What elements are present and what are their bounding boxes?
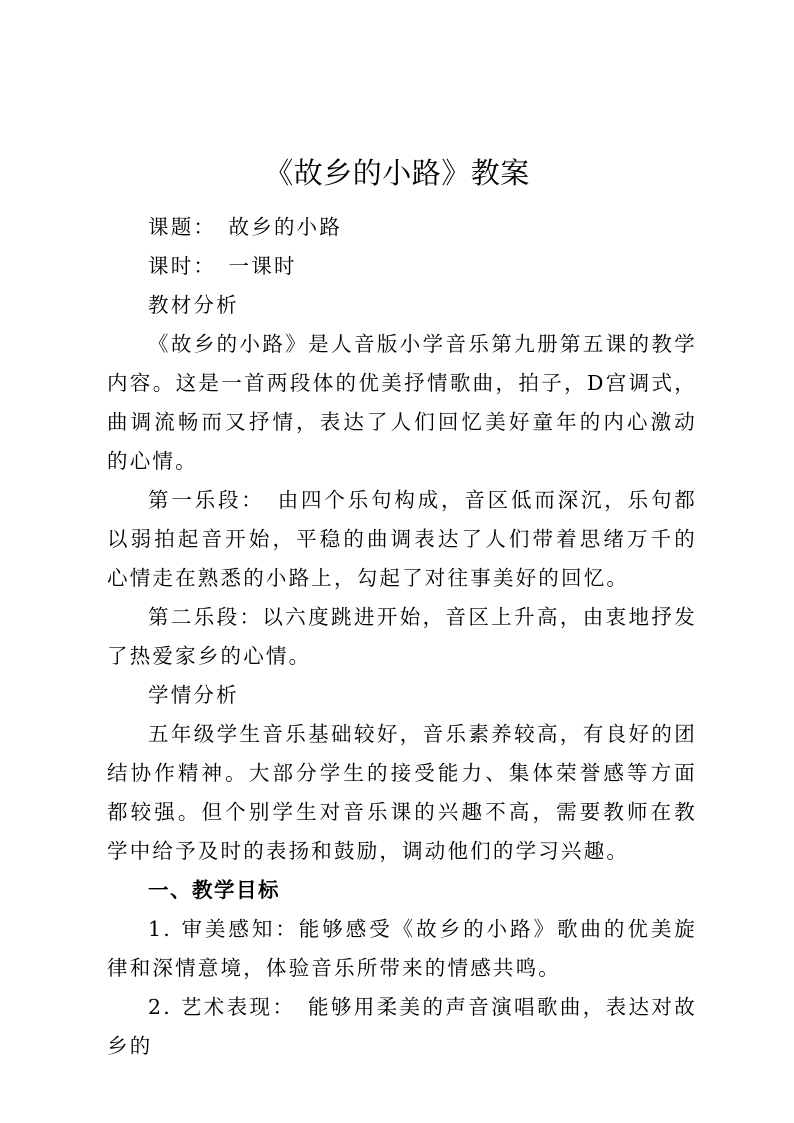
material-heading: 教材分析: [148, 293, 239, 317]
section-one-paragraph: 第一乐段： 由四个乐句构成，音区低而深沉，乐句都以弱拍起音开始，平稳的曲调表达了人们带着思绪万千的心情走在熟悉的小路上，勾起了对往事美好的回忆。: [107, 488, 697, 590]
goal-item-1: 1. 审美感知：能够感受《故乡的小路》歌曲的优美旋律和深情意境，体验音乐所带来的情感共鸣。: [107, 917, 697, 980]
student-paragraph: 五年级学生音乐基础较好，音乐素养较高，有良好的团结协作精神。大部分学生的接受能力、集体荣誉感等方面都较强。但个别学生对音乐课的兴趣不高，需要教师在教学中给予及时的表扬和鼓励，调动他们的学习兴趣。: [107, 722, 697, 863]
document-title: 《故乡的小路》教案: [264, 156, 530, 190]
topic-line: 课题： 故乡的小路: [148, 215, 343, 239]
document-body: [107, 208, 697, 1066]
period-line: 课时： 一课时: [148, 254, 297, 278]
section-two-paragraph: 第二乐段：以六度跳进开始，音区上升高，由衷地抒发了热爱家乡的心情。: [107, 605, 697, 668]
student-heading: 学情分析: [148, 683, 239, 707]
material-paragraph: 《故乡的小路》是人音版小学音乐第九册第五课的教学内容。这是一首两段体的优美抒情歌曲，拍子，D宫调式，曲调流畅而又抒情，表达了人们回忆美好童年的内心激动的心情。: [107, 332, 697, 473]
goal-item-2: 2. 艺术表现： 能够用柔美的声音演唱歌曲，表达对故乡的: [107, 995, 697, 1058]
teaching-goals-heading: 一、教学目标: [148, 878, 280, 902]
